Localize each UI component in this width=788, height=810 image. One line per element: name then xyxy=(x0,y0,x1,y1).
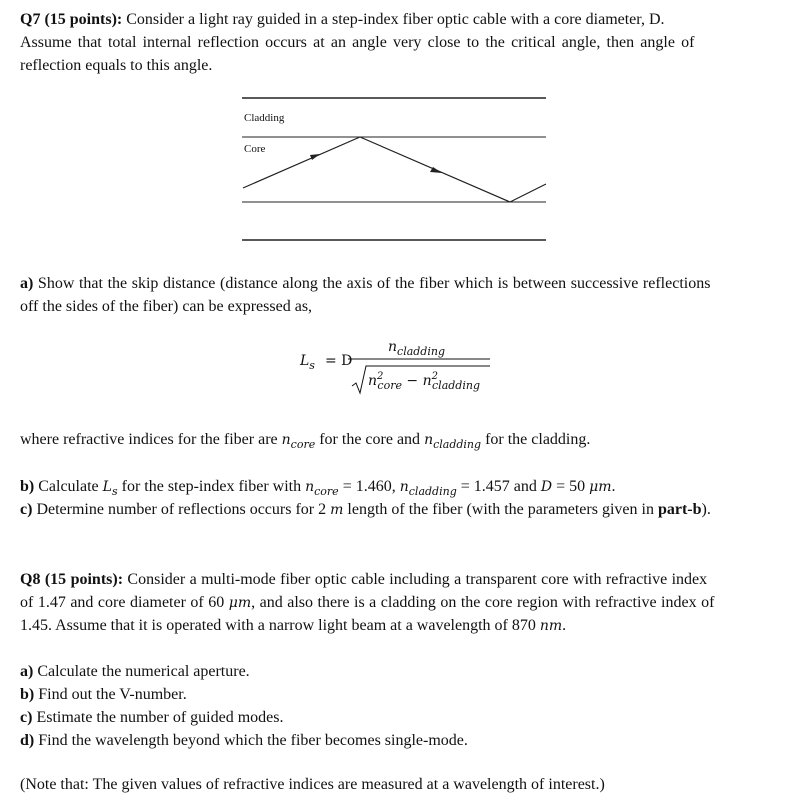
q7-part-a-text-1: Show that the skip distance (distance along the axis of the fiber which is between successive reflections xyxy=(33,275,711,292)
q8-label: Q8 (15 points): xyxy=(20,571,124,588)
where-core-sub: core xyxy=(290,438,316,451)
part-c-m: m xyxy=(330,502,344,518)
where-clad-sub: cladding xyxy=(433,438,482,451)
part-b-end: . xyxy=(611,478,616,495)
part-c-mid: length of the fiber (with the parameters given in xyxy=(343,501,658,518)
where-suffix: for the cladding. xyxy=(481,431,591,448)
q8-part-a xyxy=(20,660,250,683)
formula-L: L xyxy=(300,353,310,369)
den-n1-sub: core xyxy=(377,379,402,392)
q8-part-d-text: Find the wavelength beyond which the fiber becomes single-mode. xyxy=(34,732,468,749)
where-mid: for the core and xyxy=(315,431,425,448)
den-n1-sup: 2 xyxy=(377,371,384,382)
part-c-pre: Determine number of reflections occurs for 2 xyxy=(32,501,331,518)
q7-part-c-line xyxy=(20,498,711,522)
q8-line2-post: , and also there is a cladding on the core region with refractive index of xyxy=(251,594,715,611)
q8-line2-unit: μm xyxy=(228,595,252,611)
q7-part-a-label: a) xyxy=(20,275,34,292)
q8-part-a-text: Calculate the numerical aperture. xyxy=(33,663,250,680)
q8-part-d-label: d) xyxy=(20,732,35,749)
part-b-val1: = 1.460, xyxy=(338,478,400,495)
part-b-core-sub: core xyxy=(314,485,339,498)
den-minus: − xyxy=(406,373,419,389)
part-b-clad-sub: cladding xyxy=(408,485,457,498)
q8-part-c-label: c) xyxy=(20,709,33,726)
part-b-val2: = 1.457 and xyxy=(456,478,541,495)
where-n-core: n xyxy=(281,432,291,448)
core-label: Core xyxy=(244,143,266,155)
q7-intro-line-3: reflection equals to this angle. xyxy=(20,57,213,74)
part-b-L: L xyxy=(102,479,112,495)
ray-arrow-1 xyxy=(310,154,320,160)
formula-denominator xyxy=(368,370,480,394)
q8-part-b-text: Find out the V-number. xyxy=(34,686,187,703)
q8-part-d xyxy=(20,729,468,752)
den-n2: n xyxy=(422,373,432,389)
q8-part-b xyxy=(20,683,187,706)
q8-line3-post: . xyxy=(562,617,567,634)
den-n1: n xyxy=(368,373,378,389)
part-b-D: D xyxy=(540,479,553,495)
q8-part-c xyxy=(20,706,284,729)
q7-part-a-line-1 xyxy=(20,272,710,295)
part-b-mid1: for the step-index fiber with xyxy=(117,478,306,495)
q7-intro-text-1: Consider a light ray guided in a step-index fiber optic cable with a core diameter, D. xyxy=(122,11,665,28)
part-b-val3: = 50 xyxy=(552,478,590,495)
q7-where-line xyxy=(20,428,590,452)
light-ray-path xyxy=(243,137,546,202)
q7-intro-line-2: Assume that total internal reflection occurs at an angle very close to the critical angle, then angle of xyxy=(20,34,695,51)
formula-num-n: n xyxy=(388,339,398,355)
formula-lhs xyxy=(300,350,315,373)
part-b-L-sub: s xyxy=(111,485,118,498)
den-n2-sup: 2 xyxy=(431,371,439,382)
q8-line3-unit: nm xyxy=(539,618,563,634)
part-b-pre: Calculate xyxy=(34,478,103,495)
part-b-n-core: n xyxy=(305,479,315,495)
where-n-cladding: n xyxy=(424,432,434,448)
q8-part-c-text: Estimate the number of guided modes. xyxy=(32,709,284,726)
formula-num-sub: cladding xyxy=(397,345,445,358)
part-c-end: ). xyxy=(701,501,711,518)
where-prefix: where refractive indices for the fiber are xyxy=(20,431,282,448)
cladding-label: Cladding xyxy=(244,112,285,124)
q7-part-c-label: c) xyxy=(20,501,33,518)
den-n2-sub: cladding xyxy=(432,379,480,392)
formula-eq-D: = D xyxy=(325,353,353,369)
part-b-unit: μm xyxy=(589,479,612,495)
q8-part-a-label: a) xyxy=(20,663,34,680)
q8-line-1 xyxy=(20,568,707,591)
q8-part-b-label: b) xyxy=(20,686,35,703)
q7-part-a-line-2: off the sides of the fiber) can be expressed as, xyxy=(20,298,313,315)
q8-line3-pre: 1.45. Assume that it is operated with a narrow light beam at a wavelength of 870 xyxy=(20,617,540,634)
q8-line-2 xyxy=(20,591,714,615)
q7-label: Q7 (15 points): xyxy=(20,11,123,28)
q8-line2-pre: of 1.47 and core diameter of 60 xyxy=(20,594,229,611)
fiber-diagram xyxy=(240,92,570,247)
part-c-ref: part-b xyxy=(657,501,702,518)
q7-intro-line-1 xyxy=(20,8,665,31)
formula-L-sub: s xyxy=(309,359,315,372)
skip-distance-formula xyxy=(20,332,768,408)
q8-text-1: Consider a multi-mode fiber optic cable including a transparent core with refractive index xyxy=(123,571,708,588)
part-b-n-clad: n xyxy=(399,479,409,495)
q7-part-b-line xyxy=(20,475,616,499)
q8-note: (Note that: The given values of refractive indices are measured at a wavelength of interest.) xyxy=(20,776,605,793)
q8-line-3 xyxy=(20,614,566,638)
q7-part-b-label: b) xyxy=(20,478,35,495)
